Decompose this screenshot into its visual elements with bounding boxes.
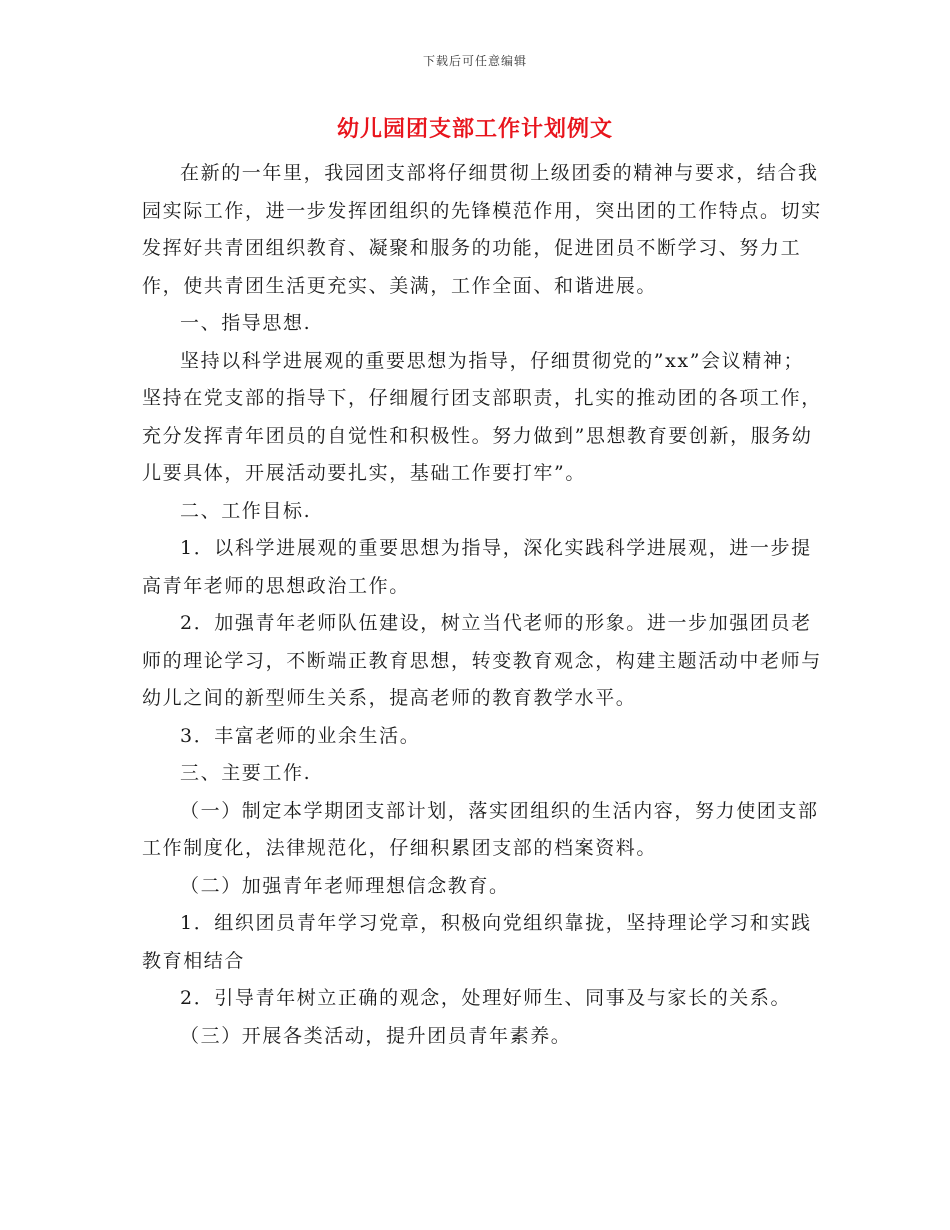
section-heading-guiding-ideology: 一、指导思想.	[180, 312, 312, 334]
document-title: 幼儿园团支部工作计划例文	[336, 116, 613, 142]
document-body	[142, 155, 822, 1055]
paragraph-work-2: （二）加强青年老师理想信念教育。	[180, 874, 510, 897]
paragraph-work-2-item-2: 2．引导青年树立正确的观念，处理好师生、同事及与家长的关系。	[180, 987, 792, 1009]
paragraph-guiding-ideology: 坚持以科学进展观的重要思想为指导，仔细贯彻党的”xx”会议精神；坚持在党支部的指导下，仔细履行团支部职责，扎实的推动团的各项工作，充分发挥青年团员的自觉性和积极性。努力做到”思想教育要创新，服务幼儿要具体，开展活动要扎实，基础工作要打牢”。	[142, 349, 822, 484]
paragraph-intro: 在新的一年里，我园团支部将仔细贯彻上级团委的精神与要求，结合我园实际工作，进一步发挥团组织的先锋模范作用，突出团的工作特点。切实发挥好共青团组织教育、凝聚和服务的功能，促进团员不断学习、努力工作，使共青团生活更充实、美满，工作全面、和谐进展。	[142, 162, 822, 297]
paragraph-work-3: （三）开展各类活动，提升团员青年素养。	[180, 1024, 572, 1047]
paragraph-goal-3: 3．丰富老师的业余生活。	[180, 724, 421, 747]
section-heading-work-goals: 二、工作目标.	[180, 499, 312, 522]
paragraph-goal-2: 2．加强青年老师队伍建设，树立当代老师的形象。进一步加强团员老师的理论学习，不断端正教育思想，转变教育观念，构建主题活动中老师与幼儿之间的新型师生关系，提高老师的教育教学水平。	[142, 612, 822, 709]
section-heading-main-work: 三、主要工作.	[180, 762, 312, 784]
paragraph-work-2-item-1: 1．组织团员青年学习党章，积极向党组织靠拢，坚持理论学习和实践教育相结合	[142, 912, 812, 972]
paragraph-work-1: （一）制定本学期团支部计划，落实团组织的生活内容，努力使团支部工作制度化，法律规范化，仔细积累团支部的档案资料。	[142, 799, 819, 859]
header-note: 下载后可任意编辑	[422, 54, 527, 68]
paragraph-goal-1: 1．以科学进展观的重要思想为指导，深化实践科学进展观，进一步提高青年老师的思想政治工作。	[142, 537, 812, 597]
